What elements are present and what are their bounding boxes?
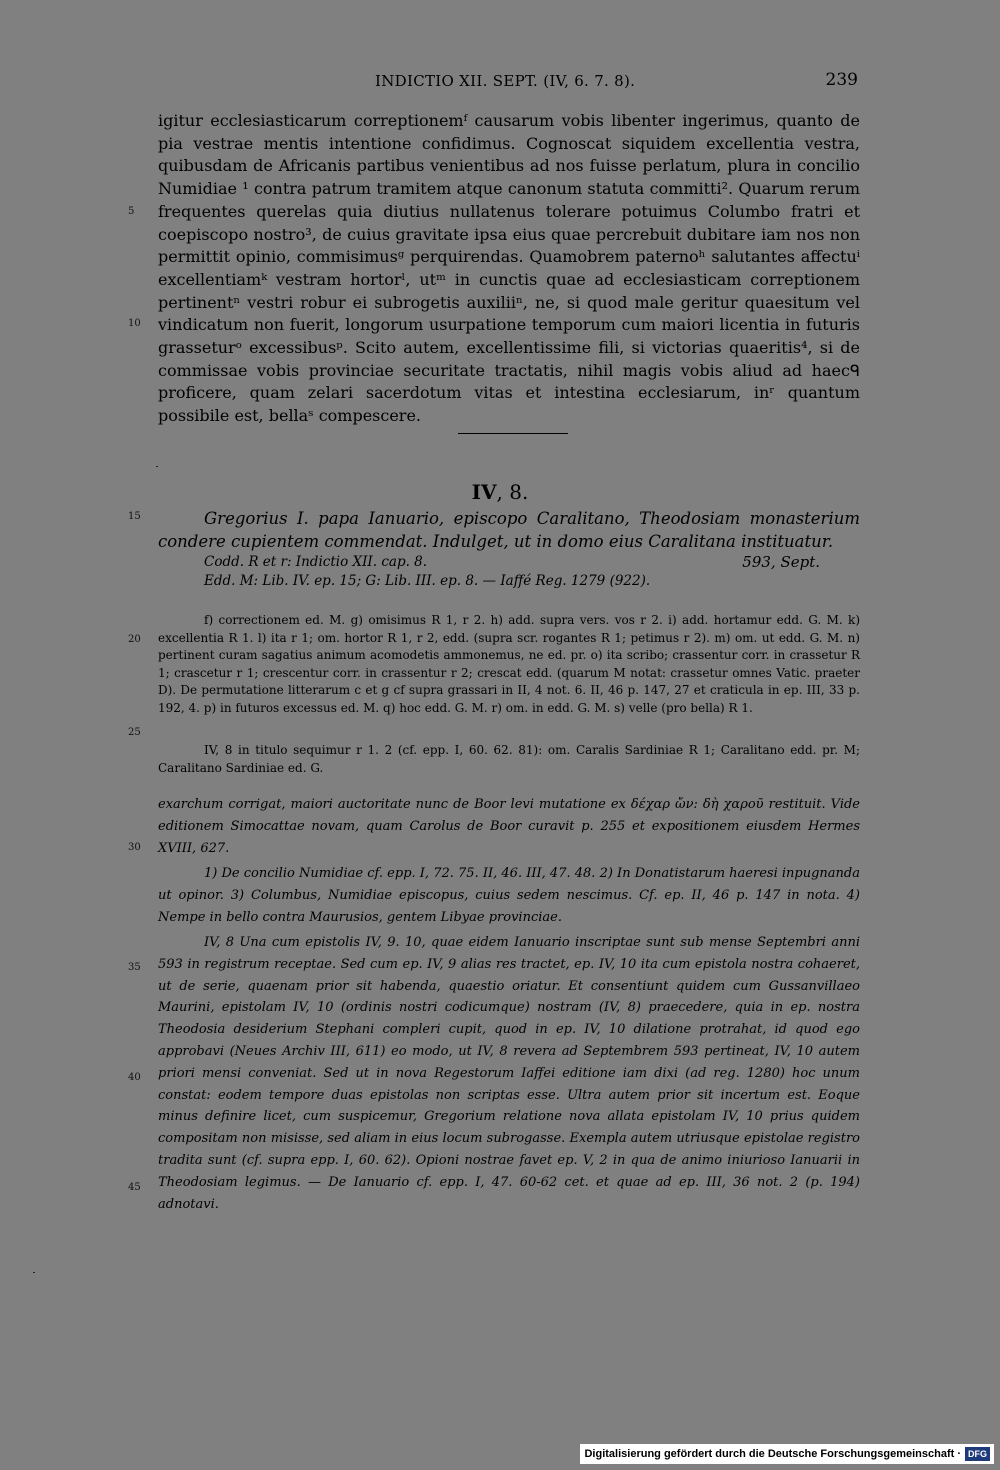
editions-line: Edd. M: Lib. IV. ep. 15; G: Lib. III. ep. 8. — Iaffé Reg. 1279 (922).	[204, 573, 651, 589]
line-number: 30	[128, 842, 141, 853]
running-title: INDICTIO XII. SEPT. (IV, 6. 7. 8).	[375, 72, 636, 90]
commentary-note: IV, 8 Una cum epistolis IV, 9. 10, quae eidem Ianuario inscriptae sunt sub mense Septembri anni 593 in registrum receptae. Sed cum ep. IV, 9 alias res tractet, ep. IV, 10 ita cum epistola nostra cohaeret, ut de serie, quaenam prior sit habenda, quaestio oriatur. Et consentiunt quidem cum Gussanvillaeo Maurini, epistolam IV, 10 (ordinis nostri codicumque) nostram (IV, 8) praecedere, quia in ep. nostra Theodosia desiderium Stephani compleri cupit, quod in ep. IV, 10 dilatione protrahat, id quod ego approbavi (Neues Archiv III, 611) eo modo, ut IV, 8 revera ad Septembrem 593 pertineat, IV, 10 autem priori mensi conveniat. Sed ut in nova Regestorum Iaffei editione iam dixi (ad reg. 1280) hoc unum constat: eodem tempore duas epistolas non scriptas esse. Ultra autem prior sit incertum est. Eoque minus definire licet, cum suspicemur, Gregorium relatione nova allata epistolam IV, 10 prius quidem compositam non misisse, sed aliam in eius locum subrogasse. Exempla autem utriusque epistolae registro tradita sunt (cf. supra epp. I, 60. 62). Opioni nostrae favet ep. V, 2 in qua de animo iniurioso Ianuarii in Theodosiam legimus. — De Ianuario cf. epp. I, 47. 60-62 cet. et quae ad ep. III, 36 not. 2 (p. 194) adnotavi.	[158, 935, 860, 1212]
funding-credit-text: Digitalisierung gefördert durch die Deutsche Forschungsgemeinschaft ·	[584, 1448, 961, 1460]
line-number: 45	[128, 1182, 141, 1193]
line-number: 5	[128, 206, 135, 217]
line-number: 15	[128, 511, 141, 522]
document-summary: Gregorius I. papa Ianuario, episcopo Caralitano, Theodosiam monasterium condere cupientem commendat. Indulget, ut in domo eius Caralitana instituatur.	[158, 509, 860, 551]
letter-body-text: igitur ecclesiasticarum correptionemᶠ causarum vobis libenter ingerimus, quanto de pia vestrae mentis intentione confidimus. Cognoscat siquidem excellentia vestra, quibusdam de Africanis partibus venientibus ad nos fuisse perlatum, plura in concilio Numidiae ¹ contra patrum tramitem atque canonum statuta committi². Quarum rerum frequentes querelas quia diutius nullatenus tolerare potuimus Columbo fratri et coepiscopo nostro³, de cuius gravitate ipsa eius quae percrebuit dubitare iam nos non permittit opinio, commisimusᵍ perquirendas. Quamobrem paternoʰ salutantes affectuⁱ excellentiamᵏ vestram hortorˡ, utᵐ in cunctis quae ad ecclesiasticam correptionem pertinentⁿ vestri robur ei subrogetis auxiliiⁿ, ne, si quod male geritur quaesitum vel vindicatum non fuerit, longorum usurpatione temporum cum maiori licentia in futuris grasseturᵒ excessibusᵖ. Scito autem, excellentissime fili, si victorias quaeritis⁴, si de commissae vobis provinciae securitate tractatis, nihil magis vobis aliud ad haecᑫ proficere, quam zelari sacerdotum vitas et intestina ecclesiarum, inʳ quantum possibile est, bellaˢ compescere.	[158, 111, 860, 426]
dfg-logo-icon: DFG	[965, 1447, 990, 1461]
critical-apparatus: f) correctionem ed. M. g) omisimus R 1, r 2. h) add. supra vers. vos r 2. i) add. hortamur edd. G. M. k) excellentia R 1. l) ita r 1; om. hortor R 1, r 2, edd. (supra scr. rogantes R 1; petimus r 2). m) om. ut edd. G. M. n) pertinent curam sagatius animum acomodetis ammonemus, ne ed. pr. o) ita scribo; crassentur corr. in crassetur R 1; crascetur r 1; crescentur corr. in crassentur r 2; crescat edd. (quarum M notat: crassetur omnes Vatic. praeter D). De permutatione litterarum c et g cf supra grassari in II, 4 not. 6. II, 46 p. 147, 27 et craticula in ep. III, 33 p. 192, 4. p) in futuros excessus ed. M. q) hoc edd. G. M. r) om. in edd. G. M. s) velle (pro bella) R 1.	[158, 613, 860, 715]
page-number: 239	[825, 70, 858, 90]
line-number: 20	[128, 634, 141, 645]
funding-credit	[580, 1444, 994, 1464]
document-date: 593, Sept.	[742, 553, 820, 571]
line-number: 10	[128, 318, 141, 329]
critical-apparatus-title: IV, 8 in titulo sequimur r 1. 2 (cf. epp. I, 60. 62. 81): om. Caralis Sardiniae R 1; Caralitano edd. pr. M; Caralitano Sardiniae ed. G.	[158, 743, 860, 775]
document-roman: IV	[471, 480, 497, 504]
line-number: 40	[128, 1072, 141, 1083]
line-number: 35	[128, 962, 141, 973]
footnotes: 1) De concilio Numidiae cf. epp. I, 72. 75. II, 46. III, 47. 48. 2) In Donatistarum haeresi inpugnanda ut opinor. 3) Columbus, Numidiae episcopus, cuius sedem nescimus. Cf. ep. II, 46 p. 147 in nota. 4) Nempe in bello contra Maurusios, gentem Libyae provinciae.	[158, 866, 860, 925]
scan-speck	[33, 1272, 35, 1273]
commentary-note: exarchum corrigat, maiori auctoritate nunc de Boor levi mutatione ex δέχαρ ὤν: δὴ χαροῦ restituit. Vide editionem Simocattae novam, quam Carolus de Boor curavit p. 255 et expositionem eiusdem Hermes XVIII, 627.	[158, 797, 860, 856]
line-number: 25	[128, 727, 141, 738]
document-number	[0, 480, 1000, 504]
section-divider	[458, 433, 568, 434]
manuscript-info	[204, 553, 820, 591]
codices-line: Codd. R et r: Indictio XII. cap. 8.	[204, 554, 428, 570]
running-header	[160, 68, 860, 98]
document-subnumber: , 8.	[496, 480, 529, 504]
scan-speck	[156, 466, 158, 467]
